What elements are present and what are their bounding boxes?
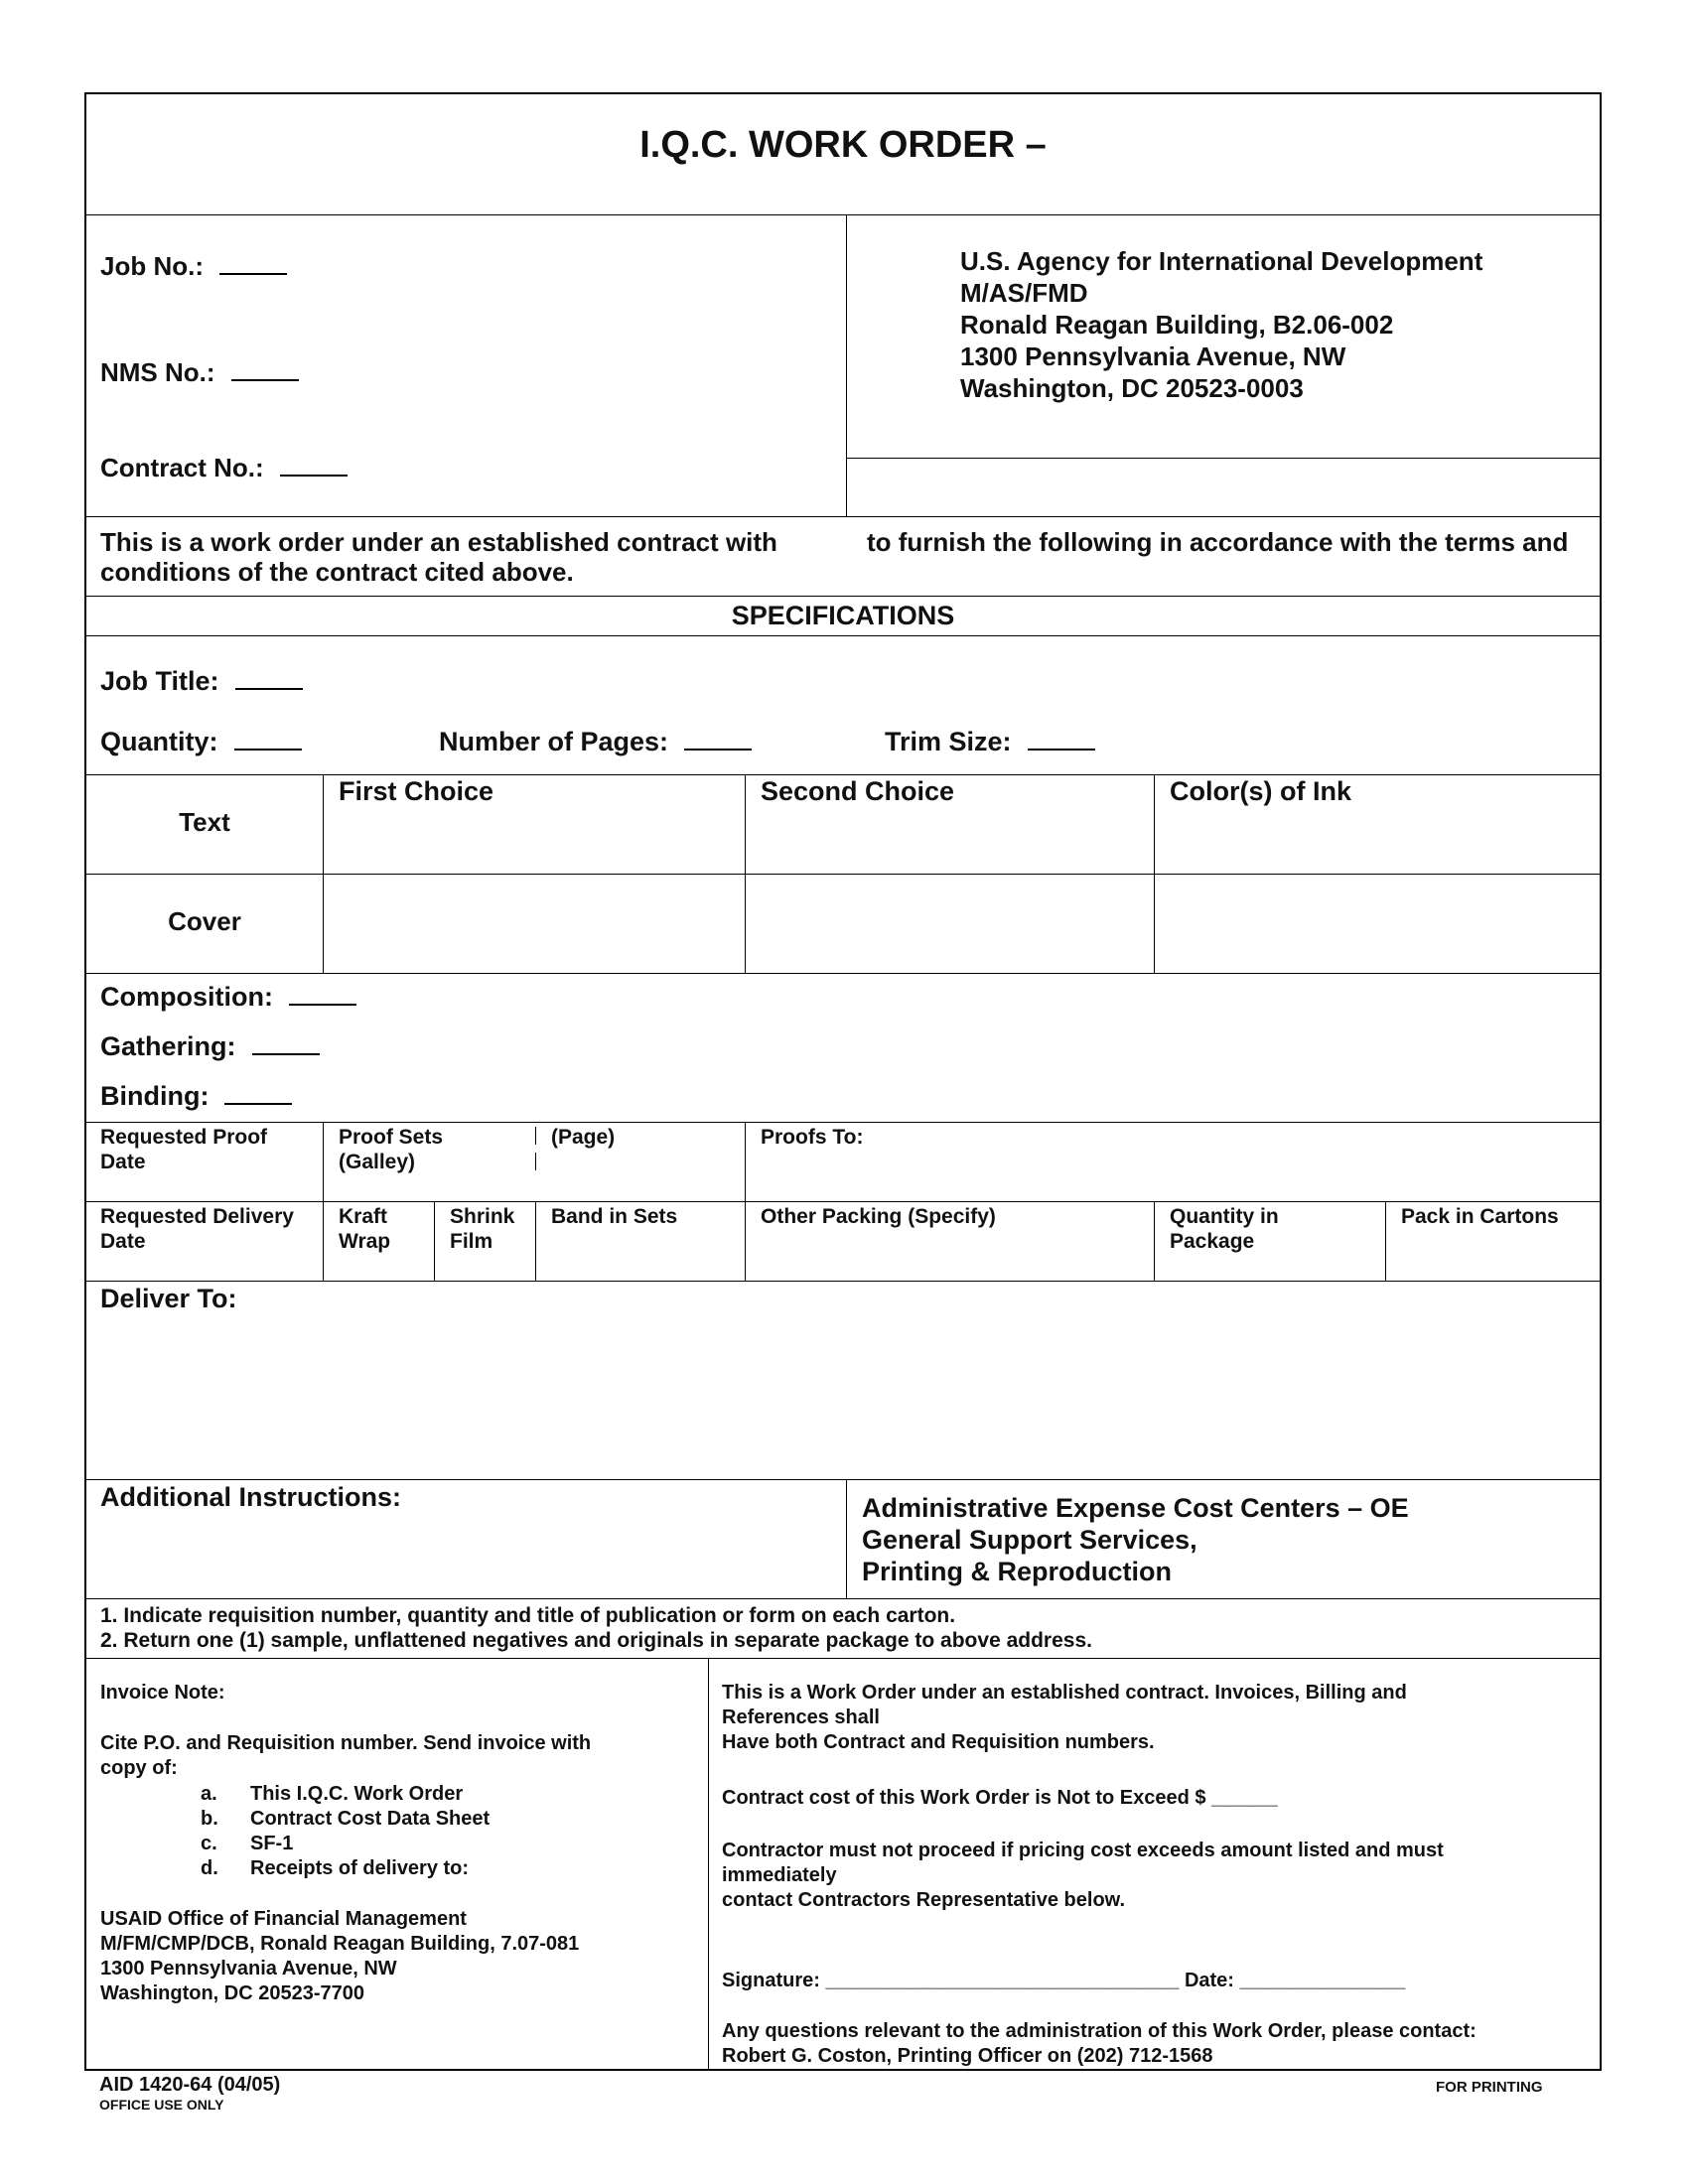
divider (86, 1122, 1600, 1123)
divider (434, 1201, 435, 1281)
cost-centers-line: Printing & Reproduction (862, 1557, 1172, 1586)
divider (86, 1598, 1600, 1599)
form-title: I.Q.C. WORK ORDER – (639, 124, 1047, 166)
proceed-text: Contractor must not proceed if pricing cost exceeds amount listed and must immediately contact Contractors Representative below. (722, 1840, 1444, 1911)
office-use-only: OFFICE USE ONLY (99, 2097, 224, 2113)
requested-proof-date-label: Requested Proof Date (100, 1126, 268, 1173)
proofs-to-label: Proofs To: (761, 1126, 864, 1149)
binding-blank (224, 1101, 292, 1105)
invoice-item-text: This I.Q.C. Work Order (250, 1783, 464, 1805)
binding-field[interactable] (100, 1081, 292, 1112)
work-order-intro: to furnish the following in accordance with the terms and (867, 527, 1569, 557)
text-first-choice-cell[interactable] (325, 877, 743, 971)
divider (535, 1127, 536, 1145)
contract-no-label: Contract No.: (100, 453, 264, 482)
agency-address-line: U.S. Agency for International Development (960, 246, 1483, 276)
agency-address-line: M/AS/FMD (960, 278, 1088, 308)
financial-office-address-line: 1300 Pennsylvania Avenue, NW (100, 1958, 397, 1979)
instructions-list (100, 1603, 1092, 1653)
invoice-item-letter: d. (201, 1857, 218, 1879)
divider (86, 973, 1600, 974)
binding-label: Binding: (100, 1081, 210, 1111)
gathering-label: Gathering: (100, 1031, 236, 1061)
pages-field[interactable] (439, 727, 752, 757)
divider (86, 1658, 1600, 1659)
invoice-item (201, 1807, 490, 1832)
pages-label: Number of Pages: (439, 727, 669, 756)
divider (1385, 1201, 1386, 1281)
invoice-item-text: Receipts of delivery to: (250, 1857, 470, 1879)
text-second-choice-cell[interactable] (747, 877, 1152, 971)
divider (846, 458, 1600, 459)
agency-address-line: Washington, DC 20523-0003 (960, 373, 1304, 403)
invoice-item-text: SF-1 (250, 1833, 294, 1854)
contract-no-blank (280, 473, 348, 477)
divider (86, 596, 1600, 597)
nms-no-field[interactable] (100, 357, 299, 388)
divider (323, 1122, 324, 1281)
row-label-cover: Cover (168, 906, 241, 936)
job-title-blank (235, 686, 303, 690)
divider (745, 1122, 746, 1281)
trim-size-blank (1028, 747, 1095, 751)
job-title-label: Job Title: (100, 666, 219, 696)
invoice-item-text: Contract Cost Data Sheet (250, 1808, 491, 1830)
pages-blank (684, 747, 752, 751)
nms-no-label: NMS No.: (100, 357, 215, 387)
first-choice-header: First Choice (339, 776, 494, 806)
second-choice-header: Second Choice (761, 776, 955, 806)
for-printing: FOR PRINTING (1436, 2079, 1543, 2096)
job-no-field[interactable] (100, 251, 287, 282)
divider (708, 1658, 709, 2069)
divider (846, 214, 847, 516)
cost-centers-line: Administrative Expense Cost Centers – OE (862, 1493, 1409, 1523)
contact-text: Robert G. Coston, Printing Officer on (202) 712-1568 (722, 2045, 1213, 2067)
specifications-heading: SPECIFICATIONS (731, 601, 955, 630)
instruction-item: 2. Return one (1) sample, unflattened negatives and originals in separate package to above address. (100, 1629, 1092, 1652)
form-number: AID 1420-64 (04/05) (99, 2074, 281, 2096)
job-no-blank (219, 271, 287, 275)
pack-in-cartons-label: Pack in Cartons (1401, 1205, 1559, 1228)
ink-color-header: Color(s) of Ink (1170, 776, 1351, 806)
band-in-sets-label: Band in Sets (551, 1205, 678, 1228)
financial-office-address (100, 1907, 579, 2006)
quantity-blank (234, 747, 302, 751)
deliver-to-area[interactable] (100, 1320, 1580, 1469)
deliver-to-label: Deliver To: (100, 1284, 237, 1313)
shrink-film-label: Shrink Film (450, 1205, 515, 1253)
invoice-item (201, 1782, 463, 1807)
questions-text: Any questions relevant to the administration of this Work Order, please contact: (722, 2020, 1477, 2042)
divider (86, 214, 1600, 215)
divider (86, 635, 1600, 636)
divider (86, 516, 1600, 517)
gathering-blank (252, 1051, 320, 1055)
invoice-item (201, 1832, 293, 1856)
financial-office-address-line: USAID Office of Financial Management (100, 1908, 467, 1930)
financial-office-address-line: Washington, DC 20523-7700 (100, 1982, 365, 2004)
row-label-text: Text (179, 807, 230, 837)
composition-label: Composition: (100, 982, 273, 1012)
job-title-field[interactable] (100, 666, 303, 697)
quantity-in-package-label: Quantity in Package (1170, 1205, 1279, 1253)
work-order-intro: conditions of the contract cited above. (100, 557, 574, 587)
work-order-intro: This is a work order under an established contract with (100, 527, 777, 557)
work-order-form (84, 92, 1602, 2071)
trim-size-field[interactable] (885, 727, 1095, 757)
composition-blank (289, 1002, 356, 1006)
proof-sets-galley-label: Proof Sets (Galley) (339, 1126, 444, 1173)
billing-text: This is a Work Order under an established contract. Invoices, Billing and References shall Have both Contract and Requisition numbers. (722, 1682, 1407, 1753)
quantity-label: Quantity: (100, 727, 218, 756)
divider (535, 1153, 536, 1170)
kraft-wrap-label: Kraft Wrap (339, 1205, 391, 1253)
divider (86, 774, 1600, 775)
composition-field[interactable] (100, 982, 356, 1013)
divider (86, 874, 1600, 875)
invoice-item-letter: c. (201, 1833, 217, 1854)
signature-line[interactable]: Signature: ________________________________ Date: _______________ (722, 1970, 1406, 1991)
contract-no-field[interactable] (100, 453, 348, 483)
invoice-item-letter: b. (201, 1808, 218, 1830)
nms-no-blank (231, 377, 299, 381)
financial-office-address-line: M/FM/CMP/DCB, Ronald Reagan Building, 7.07-081 (100, 1933, 580, 1955)
divider (86, 1281, 1600, 1282)
agency-address (960, 245, 1482, 404)
cost-centers (862, 1492, 1409, 1587)
cost-centers-line: General Support Services, (862, 1525, 1197, 1555)
divider (1154, 1201, 1155, 1281)
invoice-cite-text: Cite P.O. and Requisition number. Send invoice with copy of: (100, 1732, 592, 1779)
divider (86, 1479, 1600, 1480)
gathering-field[interactable] (100, 1031, 320, 1062)
quantity-field[interactable] (100, 727, 302, 757)
divider (846, 1479, 847, 1598)
additional-instructions-label: Additional Instructions: (100, 1482, 401, 1512)
invoice-note-heading: Invoice Note: (100, 1682, 225, 1704)
agency-address-line: Ronald Reagan Building, B2.06-002 (960, 310, 1394, 340)
instruction-item: 1. Indicate requisition number, quantity and title of publication or form on each carton. (100, 1604, 956, 1627)
not-to-exceed-text: Contract cost of this Work Order is Not to Exceed $ ______ (722, 1787, 1278, 1809)
page-label: (Page) (551, 1126, 616, 1149)
job-no-label: Job No.: (100, 251, 204, 281)
divider (86, 1201, 1600, 1202)
trim-size-label: Trim Size: (885, 727, 1012, 756)
other-packing-label: Other Packing (Specify) (761, 1205, 996, 1228)
agency-address-line: 1300 Pennsylvania Avenue, NW (960, 341, 1346, 371)
invoice-item-letter: a. (201, 1783, 217, 1805)
invoice-item (201, 1856, 469, 1881)
requested-delivery-date-label: Requested Delivery Date (100, 1205, 294, 1253)
divider (535, 1201, 536, 1281)
